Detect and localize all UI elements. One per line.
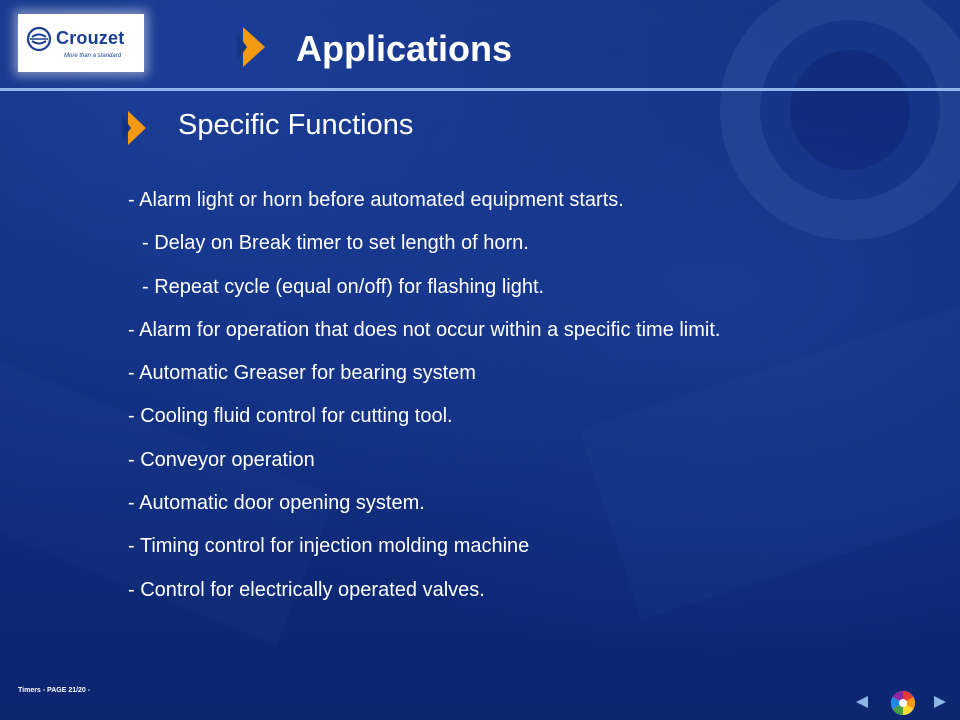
bullet-item: - Delay on Break timer to set length of horn. — [142, 232, 529, 255]
bullet-item: - Control for electrically operated valves. — [128, 578, 485, 601]
color-wheel-icon[interactable] — [890, 690, 916, 716]
bullet-item: - Alarm for operation that does not occur within a specific time limit. — [128, 318, 721, 341]
crouzet-logo — [18, 14, 144, 72]
page-title: Applications — [296, 28, 513, 69]
crouzet-logo-mark-icon — [26, 26, 52, 52]
bullet-item: - Automatic Greaser for bearing system — [128, 362, 476, 385]
logo-tagline: More than a standard — [64, 53, 122, 59]
previous-slide-icon[interactable] — [856, 696, 868, 708]
logo-brand-name: Crouzet — [56, 28, 125, 48]
next-slide-icon[interactable] — [934, 696, 946, 708]
title-divider — [0, 88, 960, 91]
title-chevron-icon — [243, 27, 265, 67]
bullet-item: - Automatic door opening system. — [128, 492, 425, 515]
footer-page-label: Timers - PAGE 21/20 - — [18, 687, 91, 694]
subtitle-chevron-icon — [128, 111, 146, 145]
bullet-item: - Alarm light or horn before automated equipment starts. — [128, 189, 624, 211]
background-ring-core-decoration — [790, 50, 910, 170]
section-subtitle: Specific Functions — [178, 109, 414, 141]
bullet-item: - Timing control for injection molding machine — [128, 535, 530, 558]
bullet-item: - Repeat cycle (equal on/off) for flashing light. — [142, 275, 545, 298]
bullet-item: - Conveyor operation — [128, 448, 315, 471]
bullet-item: - Cooling fluid control for cutting tool. — [128, 405, 453, 428]
bullet-list — [128, 186, 720, 619]
